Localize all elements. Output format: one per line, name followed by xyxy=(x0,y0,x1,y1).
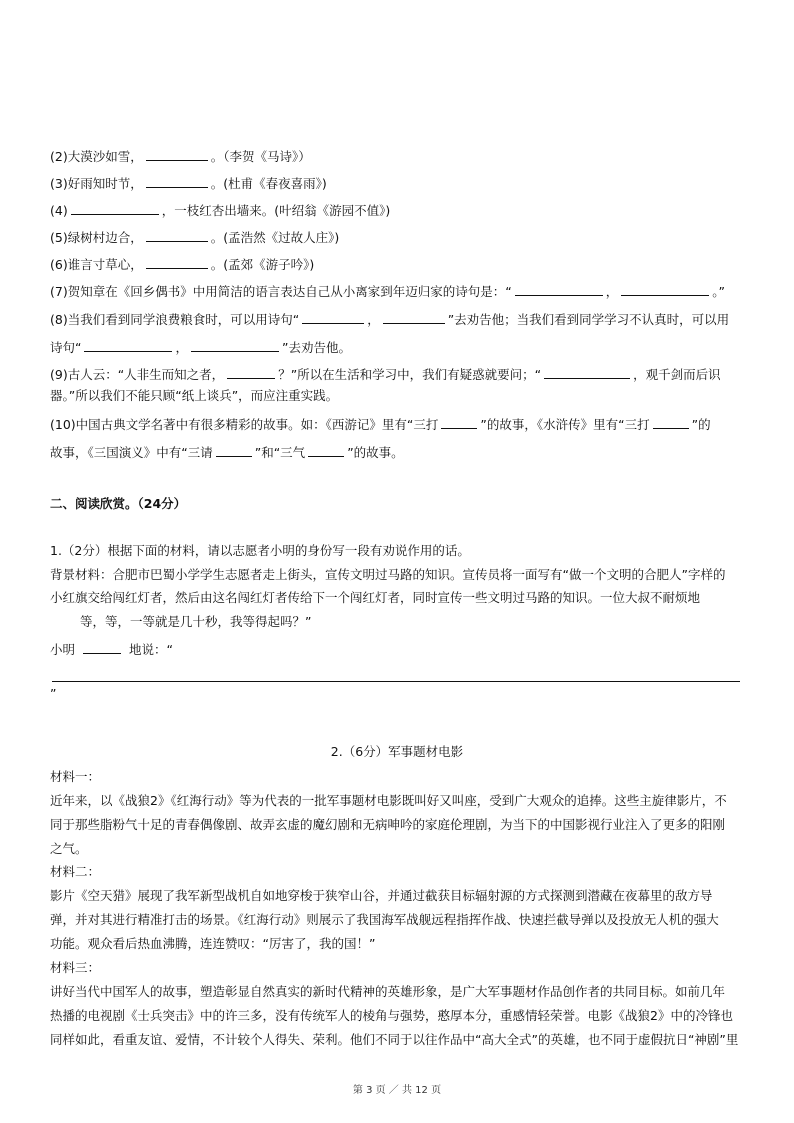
material-line: 功能。观众看后热血沸腾，连连赞叹：“厉害了，我的国！” xyxy=(50,936,376,951)
answer-blank[interactable] xyxy=(146,256,208,269)
q1-background-line: 小红旗交给闯红灯者，然后由这名闯红灯者传给下一个闯红灯者，同时宣传一些文明过马路的知识。一位大叔不耐烦地 xyxy=(50,590,701,605)
q1-background-line: 等，等，一等就是几十秒，我等得起吗？” xyxy=(80,614,312,629)
material-line: 影片《空天猎》展现了我军新型战机自如地穿梭于狭窄山谷，并通过截获目标辐射源的方式探测到潜藏在夜幕里的敌方导 xyxy=(50,888,713,903)
q1-prompt: 1.（2分）根据下面的材料，请以志愿者小明的身份写一段有劝说作用的话。 xyxy=(50,543,470,558)
answer-blank[interactable] xyxy=(441,416,477,429)
page-footer: 第 3 页 ／ 共 12 页 xyxy=(352,1085,442,1096)
material-line: 弹，并对其进行精准打击的场景。《红海行动》则展示了我国海军战舰远程指挥作战、快速拦截导弹以及投放无人机的强大 xyxy=(50,912,719,927)
answer-blank[interactable] xyxy=(227,366,275,379)
answer-blank[interactable] xyxy=(71,202,159,215)
fill-item-9-line1: (9)古人云：“人非生而知之者， ？”所以在生活和学习中，我们有疑惑就要问；“ ，观千剑而后识 xyxy=(50,367,721,382)
answer-blank[interactable] xyxy=(83,641,121,654)
answer-blank[interactable] xyxy=(191,339,279,352)
answer-line[interactable] xyxy=(52,681,740,682)
material-line: 同样如此，看重友谊、爱情，不计较个人得失、荣利。他们不同于以往作品中“高大全式”的英雄，也不同于虚假抗日“神剧”里 xyxy=(50,1032,739,1047)
section-heading: 二、阅读欣赏。（24分） xyxy=(50,496,187,511)
answer-blank[interactable] xyxy=(146,175,208,188)
answer-blank[interactable] xyxy=(146,229,208,242)
fill-item-2: (2)大漠沙如雪， 。（李贺《马诗》） xyxy=(50,149,311,164)
q1-background-line: 背景材料：合肥市巴蜀小学学生志愿者走上街头，宣传文明过马路的知识。宣传员将一面写有“做一个文明的合肥人”字样的 xyxy=(50,567,726,582)
fill-item-6: (6)谁言寸草心， 。(孟郊《游子吟》) xyxy=(50,257,315,272)
answer-blank[interactable] xyxy=(308,444,344,457)
fill-item-4: (4) ，一枝红杏出墙来。(叶绍翁《游园不值》) xyxy=(50,203,391,218)
fill-item-10-line1: (10)中国古典文学名著中有很多精彩的故事。如：《西游记》里有“三打 ”的故事，《水浒传》里有“三打 ”的 xyxy=(50,417,711,432)
material-line: 讲好当代中国军人的故事，塑造彰显自然真实的新时代精神的英雄形象，是广大军事题材作品创作者的共同目标。如前几年 xyxy=(50,984,726,999)
material-label: 材料二： xyxy=(50,864,101,879)
material-line: 同于那些脂粉气十足的青春偶像剧、故弄玄虚的魔幻剧和无病呻吟的家庭伦理剧，为当下的中国影视行业注入了更多的阳刚 xyxy=(50,817,726,832)
fill-item-7: (7)贺知章在《回乡偶书》中用简洁的语言表达自己从小离家到年迈归家的诗句是：“ ， 。” xyxy=(50,284,725,299)
answer-blank[interactable] xyxy=(84,339,172,352)
answer-blank[interactable] xyxy=(146,148,208,161)
material-line: 之气。 xyxy=(50,841,88,856)
answer-blank[interactable] xyxy=(544,366,630,379)
answer-blank[interactable] xyxy=(383,311,445,324)
answer-blank[interactable] xyxy=(515,283,603,296)
q1-close-quote: ” xyxy=(50,686,57,701)
fill-item-8-line2: 诗句“ ， ”去劝告他。 xyxy=(50,340,351,355)
answer-blank[interactable] xyxy=(621,283,709,296)
material-line: 近年来，以《战狼2》《红海行动》等为代表的一批军事题材电影既叫好又叫座，受到广大观众的追捧。这些主旋律影片，不 xyxy=(50,793,727,808)
fill-item-3: (3)好雨知时节， 。(杜甫《春夜喜雨》) xyxy=(50,176,327,191)
material-line: 热播的电视剧《士兵突击》中的许三多，没有传统军人的棱角与强势，憨厚本分，重感情轻荣誉。电影《战狼2》中的冷锋也 xyxy=(50,1008,733,1023)
fill-item-8-line1: (8)当我们看到同学浪费粮食时，可以用诗句“ ， ”去劝告他；当我们看到同学学习不认真时，可以用 xyxy=(50,312,730,327)
answer-blank[interactable] xyxy=(302,311,364,324)
answer-blank[interactable] xyxy=(216,444,252,457)
q1-answer-line: 小明 地说：“ xyxy=(50,642,173,657)
fill-item-9-line2: 器。”所以我们不能只顾“纸上谈兵”，而应注重实践。 xyxy=(50,388,339,403)
fill-item-5: (5)绿树村边合， 。(孟浩然《过故人庄》) xyxy=(50,230,340,245)
q2-title: 2.（6分）军事题材电影 xyxy=(330,744,464,759)
material-label: 材料一： xyxy=(50,769,101,784)
answer-blank[interactable] xyxy=(653,416,689,429)
fill-item-10-line2: 故事，《三国演义》中有“三请 ”和“三气 ”的故事。 xyxy=(50,445,404,460)
material-label: 材料三： xyxy=(50,960,101,975)
